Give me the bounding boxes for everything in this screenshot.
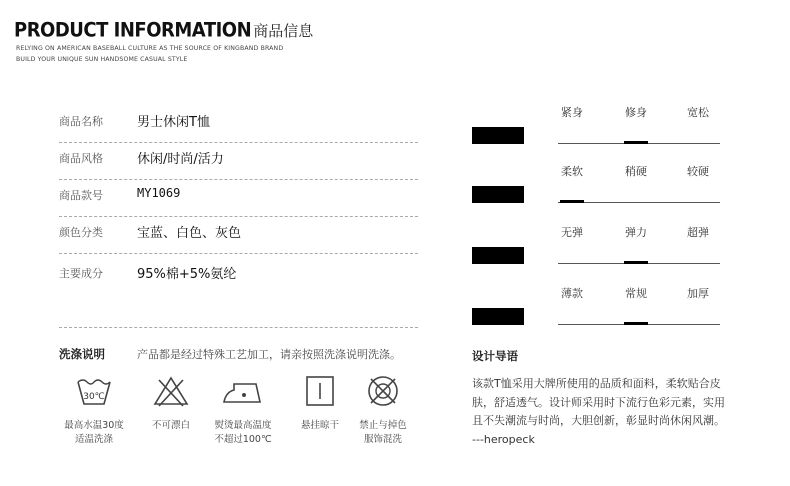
scale-option: 弹力 <box>625 226 647 239</box>
wash-tub-icon <box>76 374 112 408</box>
scale-option: 宽松 <box>687 106 709 119</box>
info-value: 男士休闲T恤 <box>137 115 210 130</box>
title-cn: 商品信息 <box>253 22 314 40</box>
info-row-style <box>59 141 418 180</box>
scale-option: 修身 <box>625 106 647 119</box>
scale-option: 紧身 <box>561 106 583 119</box>
info-label: 颜色分类 <box>59 226 103 239</box>
care-caption: 悬挂晾干 <box>300 420 339 431</box>
info-row-model <box>59 178 418 217</box>
care-caption: 最高水温30度 适温洗涤 <box>64 420 124 445</box>
scale-block <box>472 247 524 264</box>
care-item <box>348 374 418 447</box>
care-caption: 熨烫最高温度 不超过100℃ <box>214 420 272 445</box>
iron-icon <box>220 374 266 408</box>
info-value: 宝蓝、白色、灰色 <box>137 226 242 241</box>
hang-dry-icon <box>302 374 338 408</box>
elasticity-scale <box>472 224 720 264</box>
care-item <box>208 374 278 447</box>
no-tumble-dry-icon <box>365 374 401 408</box>
scale-marker <box>560 200 584 203</box>
softness-scale <box>472 163 720 203</box>
washing-description: 产品都是经过特殊工艺加工，请亲按照洗涤说明洗涤。 <box>137 348 401 361</box>
care-item <box>59 374 129 447</box>
divider <box>59 327 418 328</box>
subtitle-line-2: BUILD YOUR UNIQUE SUN HANDSOME CASUAL STYLE <box>16 56 188 63</box>
scale-option: 无弹 <box>561 226 583 239</box>
info-row-material <box>59 256 418 294</box>
care-caption: 禁止与掉色 服饰混洗 <box>359 420 407 445</box>
page-title <box>14 20 313 41</box>
info-row-color <box>59 215 418 254</box>
info-label: 主要成分 <box>59 267 103 280</box>
subtitle-line-1: RELYING ON AMERICAN BASEBALL CULTURE AS THE SOURCE OF KINGBAND BRAND <box>16 45 284 52</box>
info-value: 休闲/时尚/活力 <box>137 152 224 167</box>
scale-option: 薄款 <box>561 287 583 300</box>
info-value: MY1069 <box>137 186 181 200</box>
scale-option: 稍硬 <box>625 165 647 178</box>
title-en: PRODUCT INFORMATION <box>14 18 252 43</box>
info-label: 商品款号 <box>59 189 103 202</box>
care-item <box>136 374 206 433</box>
guide-title: 设计导语 <box>472 349 518 363</box>
care-item <box>285 374 355 433</box>
scale-block <box>472 308 524 325</box>
scale-block <box>472 186 524 203</box>
guide-text: 该款T恤采用大牌所使用的品质和面料，柔软贴合皮肤，舒适透气。设计师采用时下流行色彩元素，实用且不失潮流与时尚，大胆创新，彰显时尚休闲风潮。 ---heropeck <box>472 377 725 446</box>
scale-option: 柔软 <box>561 165 583 178</box>
washing-title: 洗涤说明 <box>59 347 105 361</box>
info-label: 商品名称 <box>59 115 103 128</box>
scale-marker <box>624 322 648 325</box>
info-label: 商品风格 <box>59 152 103 165</box>
no-bleach-icon <box>153 374 189 408</box>
scale-option: 加厚 <box>687 287 709 300</box>
info-value: 95%棉+5%氨纶 <box>137 267 237 282</box>
fit-scale <box>472 104 720 144</box>
scale-option: 较硬 <box>687 165 709 178</box>
scale-option: 超弹 <box>687 226 709 239</box>
scale-marker <box>624 261 648 264</box>
scale-option: 常规 <box>625 287 647 300</box>
care-caption: 不可漂白 <box>151 420 190 431</box>
info-row-name <box>59 104 418 143</box>
scale-marker <box>624 141 648 144</box>
tub-temp-label: 30℃ <box>83 392 105 402</box>
scale-block <box>472 127 524 144</box>
thickness-scale <box>472 285 720 325</box>
